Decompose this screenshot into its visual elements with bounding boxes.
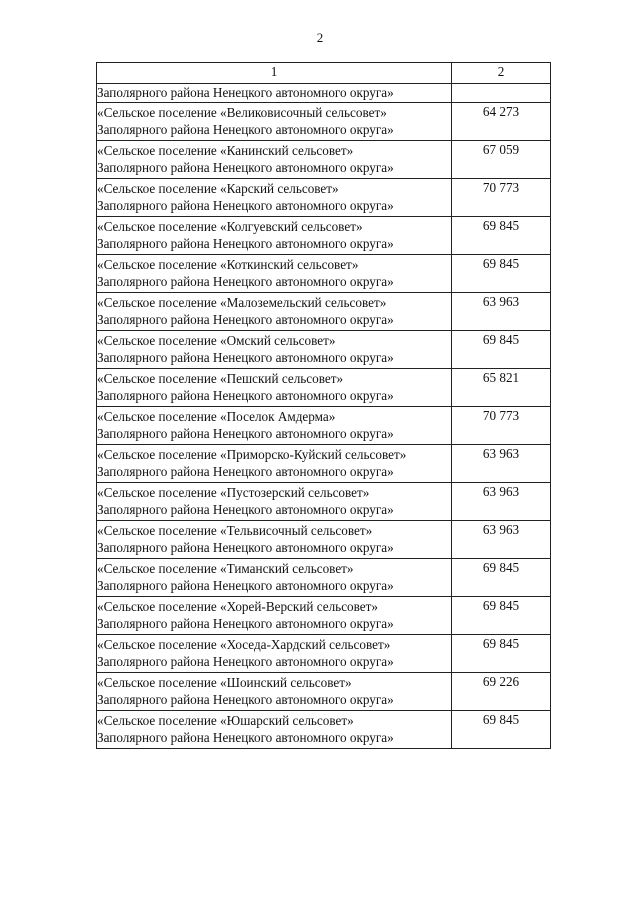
municipality-name-line-2: Заполярного района Ненецкого автономного округа» — [97, 160, 394, 176]
municipality-name — [97, 444, 452, 482]
column-header-1: 1 — [97, 63, 452, 84]
allocation-value: 70 773 — [452, 178, 551, 216]
allocation-value: 69 845 — [452, 596, 551, 634]
municipality-name — [97, 216, 452, 254]
municipality-name-line-2: Заполярного района Ненецкого автономного округа» — [97, 730, 394, 746]
table-row — [97, 710, 551, 748]
municipality-name-line-1: «Сельское поселение «Омский сельсовет» — [97, 332, 336, 348]
allocation-value: 69 845 — [452, 634, 551, 672]
municipality-name: Заполярного района Ненецкого автономного округа» — [97, 84, 452, 103]
municipality-name-line-1: «Сельское поселение «Тельвисочный сельсовет» — [97, 522, 373, 538]
table-row — [97, 634, 551, 672]
municipality-name — [97, 178, 452, 216]
municipality-name-line-1: «Сельское поселение «Приморско-Куйский сельсовет» — [97, 446, 407, 462]
table-row — [97, 444, 551, 482]
municipality-name-line-1: «Сельское поселение «Пешский сельсовет» — [97, 370, 344, 386]
municipality-name-line-2: Заполярного района Ненецкого автономного округа» — [97, 426, 394, 442]
page-number: 2 — [316, 30, 324, 45]
municipality-name-line-2: Заполярного района Ненецкого автономного округа» — [97, 464, 394, 480]
municipality-name-line-1: «Сельское поселение «Хорей-Верский сельсовет» — [97, 598, 379, 614]
municipality-name — [97, 482, 452, 520]
municipality-name-line-2: Заполярного района Ненецкого автономного округа» — [97, 616, 394, 632]
allocation-value: 69 845 — [452, 330, 551, 368]
municipality-name — [97, 140, 452, 178]
municipality-name — [97, 254, 452, 292]
municipality-name-line-1: «Сельское поселение «Малоземельский сельсовет» — [97, 294, 387, 310]
allocation-value: 63 963 — [452, 444, 551, 482]
municipality-name — [97, 710, 452, 748]
table-row — [97, 558, 551, 596]
table-row — [97, 330, 551, 368]
table-body — [97, 63, 551, 749]
municipality-name — [97, 330, 452, 368]
allocation-value: 69 845 — [452, 558, 551, 596]
table-row — [97, 292, 551, 330]
table-row — [97, 672, 551, 710]
municipality-name-line-1: «Сельское поселение «Шоинский сельсовет» — [97, 674, 352, 690]
municipality-name-line-2: Заполярного района Ненецкого автономного округа» — [97, 198, 394, 214]
table-row — [97, 102, 551, 140]
allocation-value: 69 845 — [452, 254, 551, 292]
municipality-name-line-2: Заполярного района Ненецкого автономного округа» — [97, 274, 394, 290]
municipality-name-line-2: Заполярного района Ненецкого автономного округа» — [97, 236, 394, 252]
table-row — [97, 596, 551, 634]
municipality-name-line-1: «Сельское поселение «Коткинский сельсовет» — [97, 256, 359, 272]
allocation-value: 69 845 — [452, 216, 551, 254]
municipality-name-line-2: Заполярного района Ненецкого автономного округа» — [97, 578, 394, 594]
municipality-name-line-2: Заполярного района Ненецкого автономного округа» — [97, 540, 394, 556]
municipality-name-line-1: «Сельское поселение «Юшарский сельсовет» — [97, 712, 354, 728]
table-row — [97, 140, 551, 178]
municipality-name — [97, 634, 452, 672]
allocation-value: 63 963 — [452, 520, 551, 558]
municipality-name-line-2: Заполярного района Ненецкого автономного округа» — [97, 350, 394, 366]
municipality-name-line-2: Заполярного района Ненецкого автономного округа» — [97, 502, 394, 518]
municipality-name-line-2: Заполярного района Ненецкого автономного округа» — [97, 692, 394, 708]
allocation-value: 63 963 — [452, 482, 551, 520]
allocation-value: 69 226 — [452, 672, 551, 710]
municipality-name-line-2: Заполярного района Ненецкого автономного округа» — [97, 388, 394, 404]
table-row-continued — [97, 84, 551, 103]
municipality-name-line-1: «Сельское поселение «Великовисочный сельсовет» — [97, 104, 387, 120]
allocation-value: 69 845 — [452, 710, 551, 748]
municipality-name — [97, 102, 452, 140]
municipality-name-line-1: «Сельское поселение «Канинский сельсовет» — [97, 142, 354, 158]
municipality-name — [97, 406, 452, 444]
municipality-name — [97, 292, 452, 330]
municipality-name-line-2: Заполярного района Ненецкого автономного округа» — [97, 654, 394, 670]
municipality-name-line-1: «Сельское поселение «Пустозерский сельсовет» — [97, 484, 370, 500]
municipality-name — [97, 672, 452, 710]
municipality-name — [97, 558, 452, 596]
municipality-name-line-1: «Сельское поселение «Карский сельсовет» — [97, 180, 339, 196]
municipality-name — [97, 368, 452, 406]
table-row — [97, 178, 551, 216]
table-row — [97, 520, 551, 558]
allocation-value: 65 821 — [452, 368, 551, 406]
municipality-name-line-1: «Сельское поселение «Колгуевский сельсовет» — [97, 218, 363, 234]
allocation-table — [96, 62, 551, 749]
allocation-value: 63 963 — [452, 292, 551, 330]
allocation-value: 70 773 — [452, 406, 551, 444]
municipality-name-line-1: «Сельское поселение «Поселок Амдерма» — [97, 408, 336, 424]
municipality-name — [97, 520, 452, 558]
column-header-2: 2 — [452, 63, 551, 84]
table-row — [97, 216, 551, 254]
municipality-name-line-2: Заполярного района Ненецкого автономного округа» — [97, 122, 394, 138]
allocation-value: 67 059 — [452, 140, 551, 178]
allocation-value — [452, 84, 551, 103]
municipality-name — [97, 596, 452, 634]
table-row — [97, 406, 551, 444]
municipality-name-line-1: «Сельское поселение «Хоседа-Хардский сельсовет» — [97, 636, 391, 652]
table-header-row — [97, 63, 551, 84]
table-row — [97, 482, 551, 520]
municipality-name-line-2: Заполярного района Ненецкого автономного округа» — [97, 312, 394, 328]
table-row — [97, 368, 551, 406]
allocation-value: 64 273 — [452, 102, 551, 140]
municipality-name-line-1: «Сельское поселение «Тиманский сельсовет» — [97, 560, 354, 576]
table-row — [97, 254, 551, 292]
